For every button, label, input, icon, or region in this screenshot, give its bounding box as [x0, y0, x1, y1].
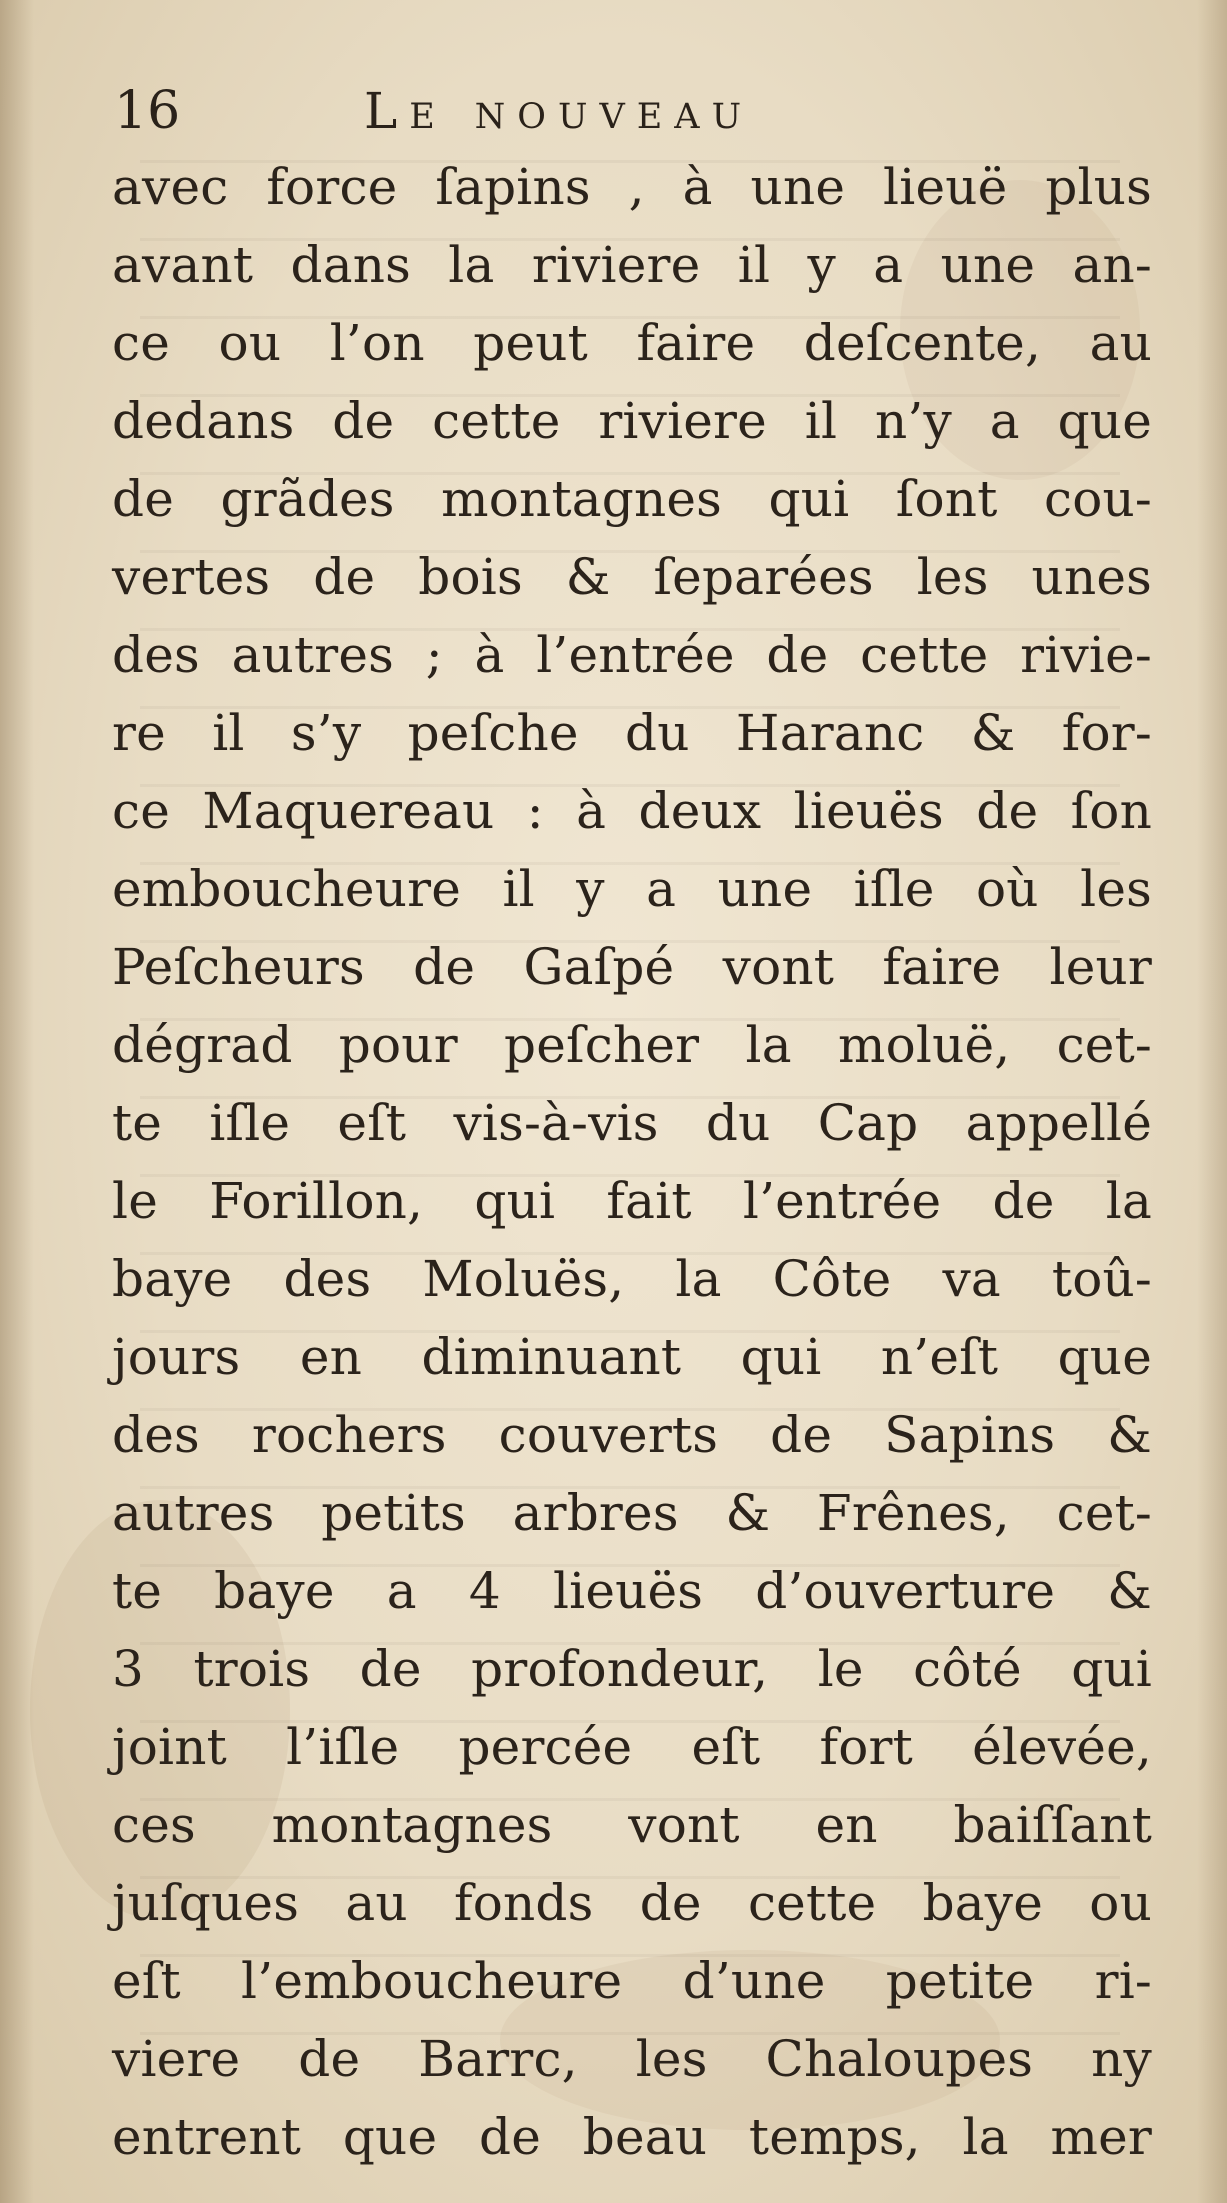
text-line: te baye a 4 lieuës d’ouverture &: [112, 1562, 1152, 1620]
page-edge-shadow-right: [1197, 0, 1227, 2203]
body-text: [112, 148, 1152, 2176]
text-line: eſt l’emboucheure d’une petite ri-: [112, 1952, 1152, 2010]
text-line: te iſle eſt vis-à-vis du Cap appellé: [112, 1094, 1152, 1152]
text-line: de grãdes montagnes qui ſont cou-: [112, 470, 1152, 528]
text-line: des autres ; à l’entrée de cette rivie-: [112, 626, 1152, 684]
text-line: 3 trois de profondeur, le côté qui: [112, 1640, 1152, 1698]
text-line: juſques au fonds de cette baye ou: [112, 1874, 1152, 1932]
text-line: dégrad pour peſcher la moluë, cet-: [112, 1016, 1152, 1074]
text-line: ces montagnes vont en baiſſant: [112, 1796, 1152, 1854]
text-line: joint l’iſle percée eſt fort élevée,: [112, 1718, 1152, 1776]
text-line: Peſcheurs de Gaſpé vont faire leur: [112, 938, 1152, 996]
page-number: 16: [114, 81, 181, 141]
text-line: le Forillon, qui fait l’entrée de la: [112, 1172, 1152, 1230]
text-line: des rochers couverts de Sapins &: [112, 1406, 1152, 1464]
text-line: avec force ſapins , à une lieuë plus: [112, 158, 1152, 216]
text-line: dedans de cette riviere il n’y a que: [112, 392, 1152, 450]
text-line: autres petits arbres & Frênes, cet-: [112, 1484, 1152, 1542]
text-line: ce Maquereau : à deux lieuës de ſon: [112, 782, 1152, 840]
page-edge-shadow-left: [0, 0, 34, 2203]
text-line: jours en diminuant qui n’eſt que: [112, 1328, 1152, 1386]
text-line: vertes de bois & ſeparées les unes: [112, 548, 1152, 606]
text-line: entrent que de beau temps, la mer: [112, 2108, 1152, 2166]
page-header: [114, 76, 1114, 146]
text-line: viere de Barrc, les Chaloupes ny: [112, 2030, 1152, 2088]
text-line: ce ou l’on peut faire deſcente, au: [112, 314, 1152, 372]
running-title: Le nouveau: [364, 82, 754, 140]
text-line: baye des Moluës, la Côte va toû-: [112, 1250, 1152, 1308]
text-line: avant dans la riviere il y a une an-: [112, 236, 1152, 294]
text-line: re il s’y peſche du Haranc & for-: [112, 704, 1152, 762]
text-line: emboucheure il y a une iſle où les: [112, 860, 1152, 918]
